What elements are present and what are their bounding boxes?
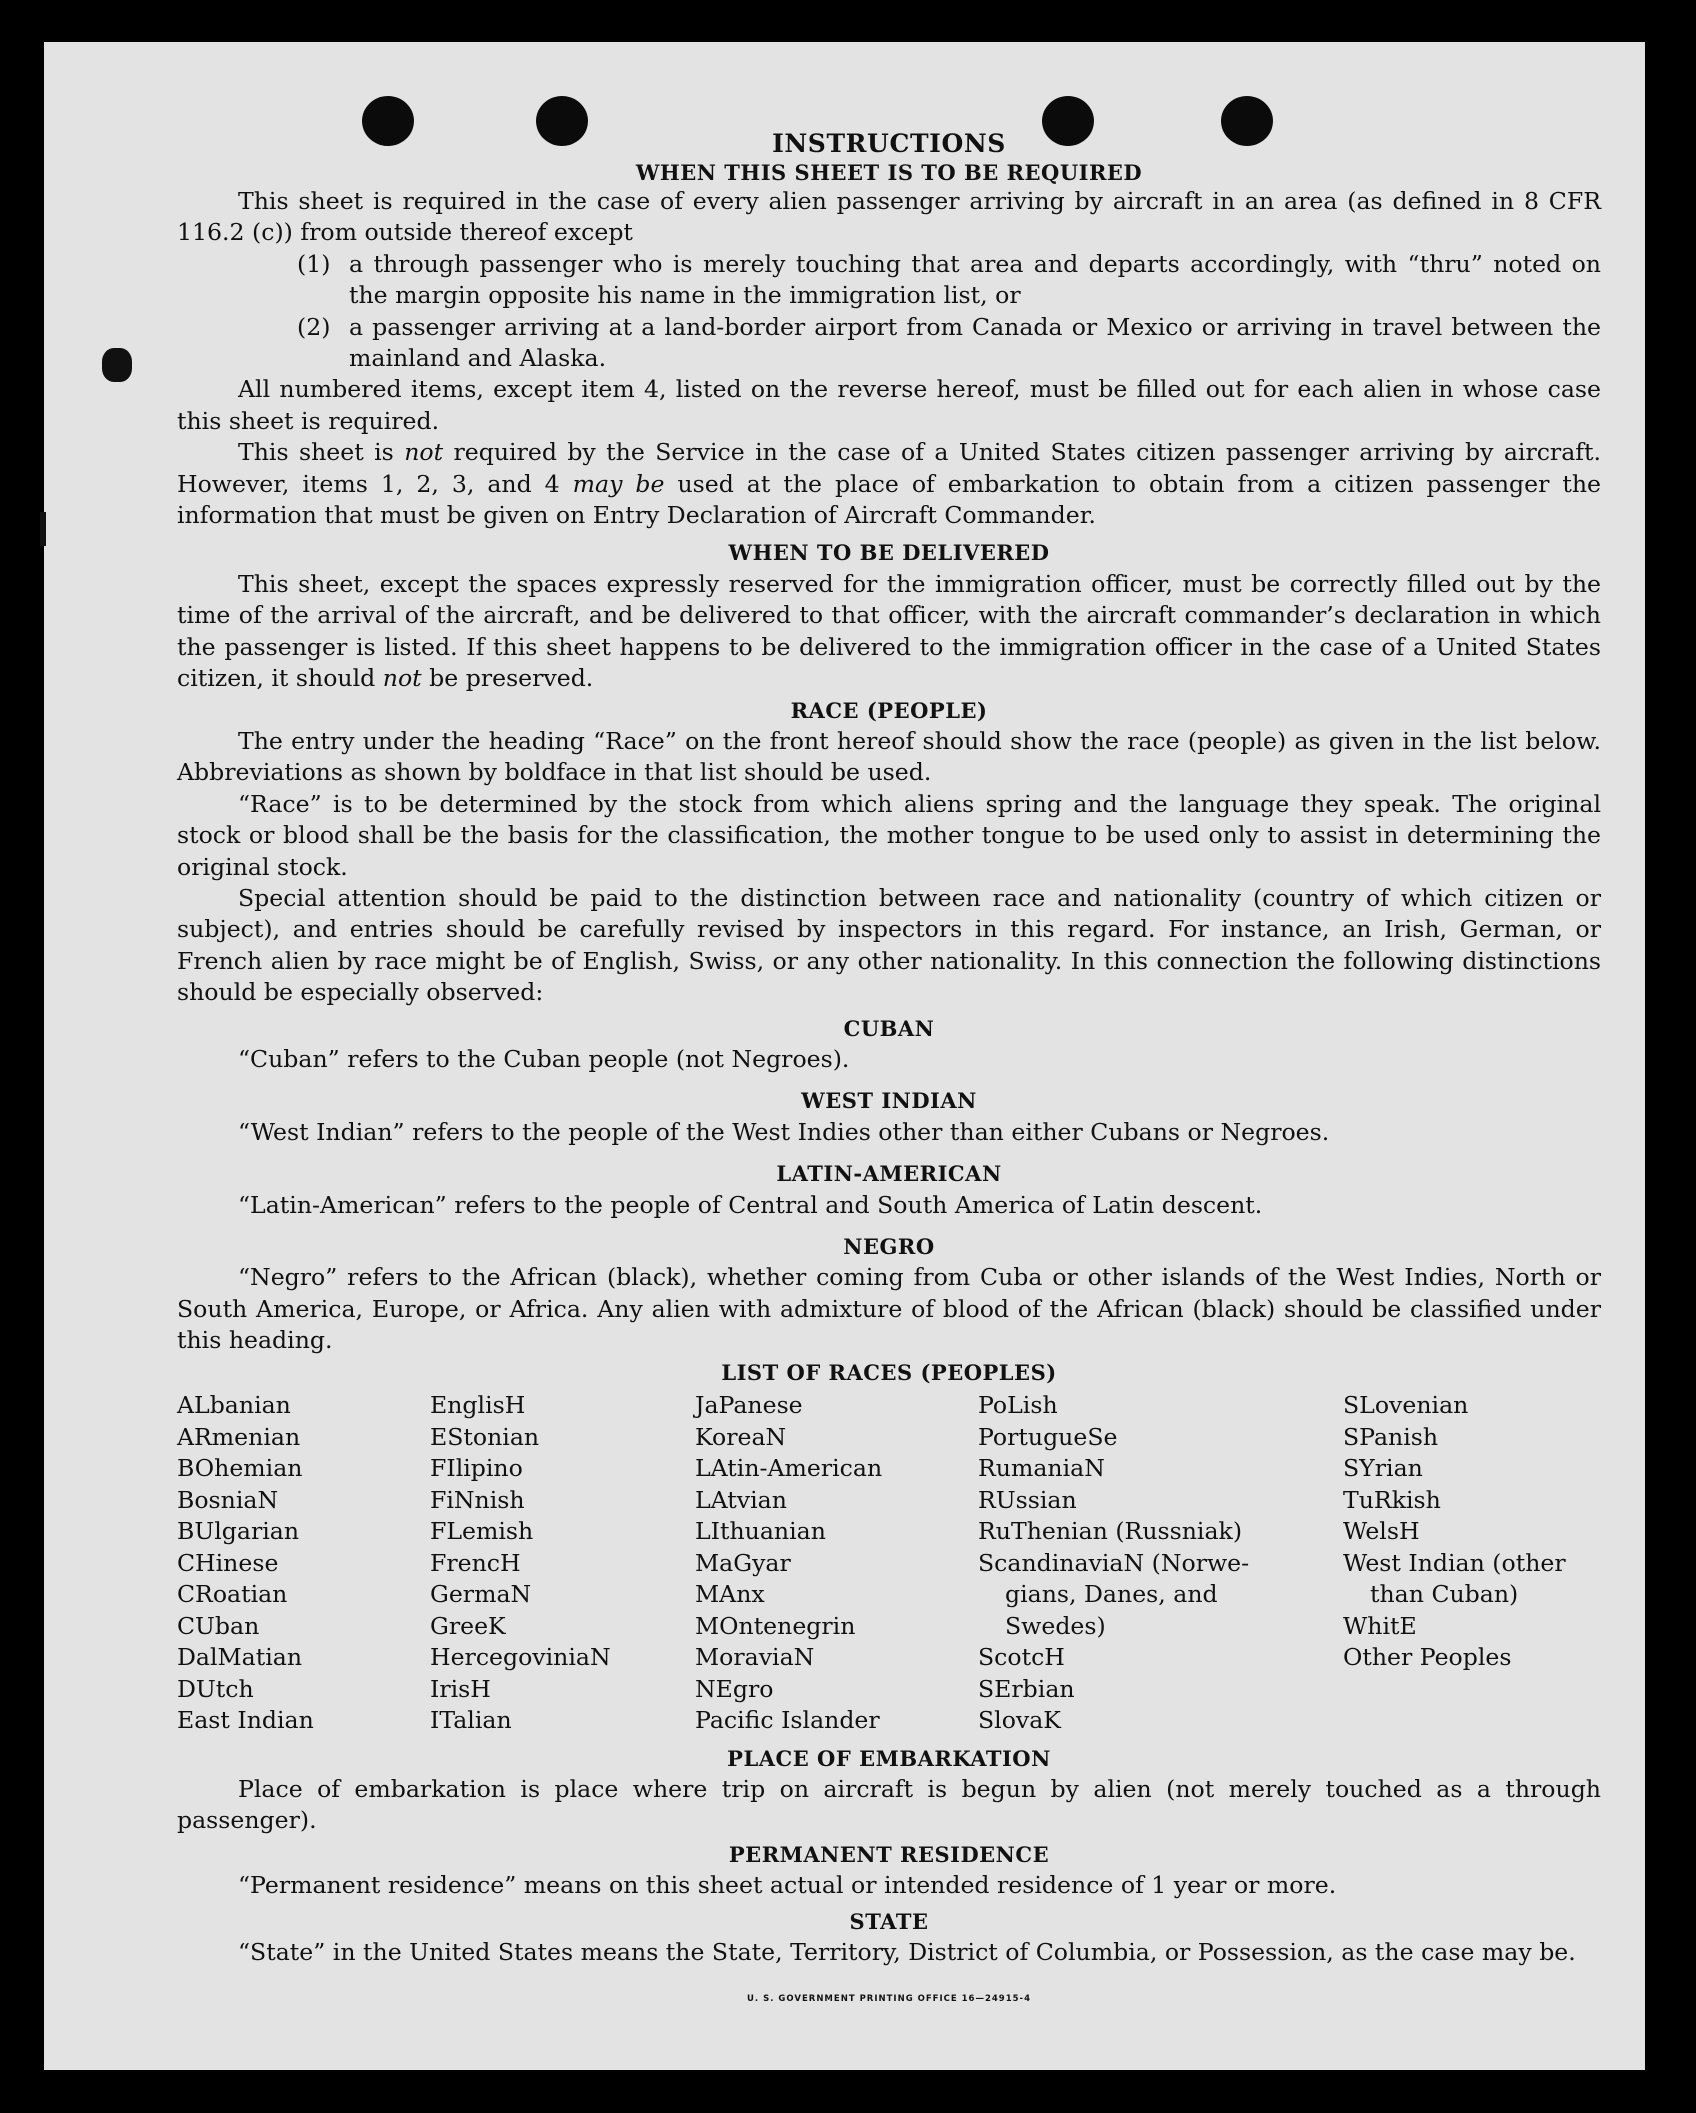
definition-latin-american: “Latin-American” refers to the people of Central and South America of Latin descent. [238, 1190, 1263, 1219]
race-item: NEgro [695, 1674, 774, 1703]
race-item: FrencH [430, 1548, 521, 1577]
document-title: INSTRUCTIONS [772, 129, 1006, 158]
race-item: RuThenian (Russniak) [978, 1517, 1243, 1546]
race-item: PoLish [978, 1391, 1058, 1420]
race-item: HercegoviniaN [430, 1643, 611, 1672]
race-item: TuRkish [1343, 1485, 1441, 1514]
race-item: SPanish [1343, 1422, 1439, 1451]
race-item: WhitE [1343, 1611, 1417, 1640]
ink-mark [40, 512, 46, 546]
race-item: JaPanese [695, 1391, 803, 1420]
heading-latin-american: LATIN-AMERICAN [776, 1161, 1002, 1187]
definition-west-indian: “West Indian” refers to the people of the West Indies other than either Cubans or Negroes. [238, 1117, 1330, 1146]
race-item: EStonian [430, 1422, 540, 1451]
instructions-content [177, 128, 1601, 2016]
race-item: FiNnish [430, 1485, 525, 1514]
definition-negro: “Negro” refers to the African (black), whether coming from Cuba or other islands of the West Indies, North or South America, Europe, or Africa. Any alien with admixture of blood of the African (black) should be classified under this heading. [177, 1263, 1601, 1355]
paragraph-race-stock: “Race” is to be determined by the stock from which aliens spring and the language they speak. The original stock or blood shall be the basis for the classification, the mother tongue to be used only to assist in determining the original stock. [177, 789, 1601, 881]
heading-permanent-residence: PERMANENT RESIDENCE [728, 1841, 1050, 1867]
exception-item [177, 249, 1601, 312]
race-item: Other Peoples [1343, 1643, 1512, 1672]
paragraph-citizen-passenger: This sheet is not required by the Service in the case of a United States citizen passenger arriving by aircraft. However, items 1, 2, 3, and 4 may be used at the place of embarkation to obtain from a citizen passenger the information that must be given on Entry Declaration of Aircraft Commander. [177, 438, 1602, 530]
race-item: BosniaN [177, 1485, 279, 1514]
race-item: CRoatian [177, 1580, 288, 1609]
race-item: EnglisH [430, 1391, 526, 1420]
heading-when-required: WHEN THIS SHEET IS TO BE REQUIRED [635, 160, 1143, 185]
printer-imprint: U. S. GOVERNMENT PRINTING OFFICE 16—24915-4 [747, 1994, 1031, 2005]
race-item: Swedes) [1005, 1611, 1106, 1640]
race-item: LAtvian [695, 1485, 787, 1514]
race-item: KoreaN [695, 1422, 787, 1451]
paragraph-numbered-items: All numbered items, except item 4, listed on the reverse hereof, must be filled out for each alien in whose case this sheet is required. [177, 375, 1601, 435]
race-item: CUban [177, 1611, 260, 1640]
race-item: than Cuban) [1370, 1580, 1519, 1609]
race-item: LIthuanian [695, 1517, 826, 1546]
race-item: RUssian [978, 1485, 1077, 1514]
item-number: (2) [297, 312, 331, 341]
paragraph-delivery: This sheet, except the spaces expressly reserved for the immigration officer, must be correctly filled out by the time of the arrival of the aircraft, and be delivered to that officer, with the aircraft commander’s declaration in which the passenger is listed. If this sheet happens to be delivered to the immigration officer in the case of a United States citizen, it should not be preserved. [177, 569, 1601, 693]
race-item: ScandinaviaN (Norwe- [978, 1548, 1250, 1577]
paragraph-embarkation: Place of embarkation is place where trip on aircraft is begun by alien (not merely touched as a through passenger). [177, 1774, 1601, 1835]
race-item: MaGyar [695, 1548, 791, 1577]
race-item: MOntenegrin [695, 1611, 856, 1640]
race-item: IrisH [430, 1674, 491, 1703]
paragraph-race-entry: The entry under the heading “Race” on the front hereof should show the race (people) as given in the list below. Abbreviations as shown by boldface in that list should be used. [177, 726, 1601, 787]
race-item: PortugueSe [978, 1422, 1118, 1451]
race-item: SlovaK [978, 1706, 1061, 1735]
item-number: (1) [297, 249, 331, 278]
race-item: LAtin-American [695, 1454, 883, 1483]
race-item: ARmenian [177, 1422, 301, 1451]
race-item: MoraviaN [695, 1643, 815, 1672]
race-item: WelsH [1343, 1517, 1420, 1546]
race-item: DUtch [177, 1674, 254, 1703]
definition-cuban: “Cuban” refers to the Cuban people (not Negroes). [238, 1044, 850, 1073]
race-item: West Indian (other [1343, 1548, 1566, 1577]
heading-place-of-embarkation: PLACE OF EMBARKATION [727, 1745, 1051, 1771]
race-column [695, 1390, 978, 1737]
race-item: FLemish [430, 1517, 534, 1546]
heading-list-of-races: LIST OF RACES (PEOPLES) [721, 1359, 1057, 1385]
heading-race: RACE (PEOPLE) [790, 697, 988, 723]
race-item: East Indian [177, 1706, 314, 1735]
exception-item [177, 312, 1601, 375]
paragraph-permanent-residence: “Permanent residence” means on this sheet actual or intended residence of 1 year or more. [238, 1871, 1337, 1900]
race-item: gians, Danes, and [1005, 1580, 1218, 1609]
race-item: SLovenian [1343, 1391, 1469, 1420]
paragraph-required-intro: This sheet is required in the case of every alien passenger arriving by aircraft in an area (as defined in 8 CFR 116.2 (c)) from outside thereof except [177, 187, 1601, 247]
race-item: Pacific Islander [695, 1706, 880, 1735]
race-item: ScotcH [978, 1643, 1065, 1672]
race-item: MAnx [695, 1580, 765, 1609]
race-column [430, 1390, 695, 1737]
heading-west-indian: WEST INDIAN [801, 1088, 977, 1114]
race-item: GermaN [430, 1580, 532, 1609]
item-text: a passenger arriving at a land-border airport from Canada or Mexico or arriving in travel between the mainland and Alaska. [349, 312, 1601, 373]
race-item: DalMatian [177, 1643, 303, 1672]
race-column [177, 1390, 430, 1737]
race-column [1343, 1390, 1601, 1737]
race-item: ALbanian [177, 1391, 291, 1420]
race-item: BUlgarian [177, 1517, 300, 1546]
race-item: FIlipino [430, 1454, 523, 1483]
race-item: SYrian [1343, 1454, 1423, 1483]
document-sheet [44, 42, 1645, 2070]
race-list [177, 1390, 1601, 1737]
race-item: RumaniaN [978, 1454, 1105, 1483]
race-item: BOhemian [177, 1454, 303, 1483]
race-item: ITalian [430, 1706, 512, 1735]
paragraph-state: “State” in the United States means the State, Territory, District of Columbia, or Possession, as the case may be. [238, 1937, 1576, 1966]
ink-blot [102, 348, 132, 382]
heading-cuban: CUBAN [843, 1015, 935, 1041]
race-item: CHinese [177, 1548, 279, 1577]
race-column [978, 1390, 1343, 1737]
paragraph-race-nationality: Special attention should be paid to the distinction between race and nationality (country of which citizen or subject), and entries should be carefully revised by inspectors in this regard. For instance, an Irish, German, or French alien by race might be of English, Swiss, or any other nationality. In this connection the following distinctions should be especially observed: [177, 883, 1601, 1007]
race-item: SErbian [978, 1674, 1075, 1703]
heading-state: STATE [849, 1908, 929, 1934]
heading-negro: NEGRO [843, 1234, 935, 1259]
race-item: GreeK [430, 1611, 506, 1640]
heading-when-delivered: WHEN TO BE DELIVERED [728, 540, 1050, 566]
item-text: a through passenger who is merely touching that area and departs accordingly, with “thru” noted on the margin opposite his name in the immigration list, or [349, 249, 1601, 310]
